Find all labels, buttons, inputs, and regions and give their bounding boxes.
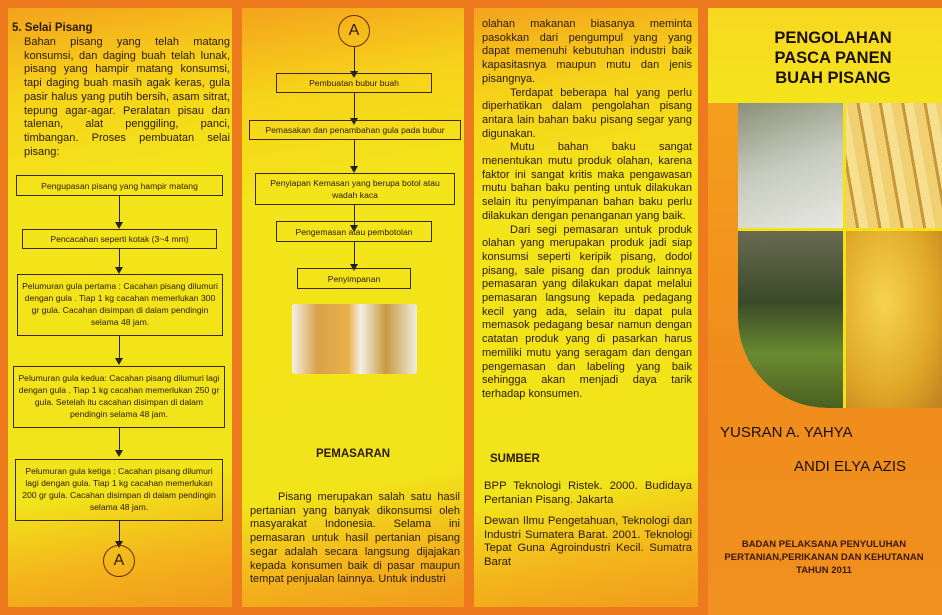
source-item: BPP Teknologi Ristek. 2000. Budidaya Pertanian Pisang. Jakarta <box>484 480 692 506</box>
title-line: BUAH PISANG <box>775 69 891 87</box>
paragraph: Dari segi pemasaran untuk produk olahan yang merupakan produk jadi siap konsumsi seperti keripik pisang, dodol pisang, sale pisang dan produk lainnya pemasaran yang dilakukan dapat melalui pemasaran langsung kepada pedagang kecil yang ada, selain itu dapat pula memasok pedagang besar namun dengan catatan produk yang di pasarkan harus memiliki mutu yang seragam dan dengan pengemasan dan labeling yang baik sehingga akan menjadi daya tarik terhadap konsumen. <box>482 223 692 400</box>
flow-step-4: Pelumuran gula kedua: Cacahan pisang dilumuri lagi dengan gula . Tiap 1 kg cacahan memerlukan 250 gr gula. Setelah itu cacahan disimpan di dalam pendingin selama 48 jam. <box>13 366 225 428</box>
cover-panel <box>708 8 942 615</box>
author-1: YUSRAN A. YAHYA <box>720 424 853 441</box>
selai-jar-photo <box>292 304 417 374</box>
source-item: Dewan Ilmu Pengetahuan, Teknologi dan Industri Sumatera Barat. 2001. Teknologi Tepat Guna Agroindustri Kecil. Sumatra Barat <box>484 515 692 569</box>
panel-selai-pisang <box>8 8 232 607</box>
flow-step-4: Pengemasan atau pembotolan <box>276 221 432 242</box>
flow-step-1: Pembuatan bubur buah <box>276 73 432 93</box>
marketing-text: Pisang merupakan salah satu hasil pertanian yang banyak dikonsumsi oleh masyarakat Indonesia. Selama ini pemasaran untuk hasil pertanian pisang segar adalah secara langsung dijajakan kepada konsumen baik di pasar maupun tempat penjualan lainnya. Untuk industri <box>250 491 460 586</box>
sources-title: SUMBER <box>490 453 540 465</box>
organization <box>708 538 940 577</box>
banana-photo-collage <box>738 103 942 408</box>
intro-text: Bahan pisang yang telah matang konsumsi, dan daging buah telah lunak, pisang yang hampir matang konsumsi, tapi daging buah masih agak keras, gula pasir halus yang putih bersih, asam sitrat, tepung agar-agar. Peralatan pisau dan talenan, alat penggiling, panci, timbangan. Proses pembuatan selai pisang: <box>24 36 230 158</box>
org-line: PERTANIAN,PERIKANAN DAN KEHUTANAN <box>724 552 924 563</box>
flow-step-5: Penyimpanan <box>297 268 411 289</box>
flow-step-1: Pengupasan pisang yang hampir matang <box>16 175 223 196</box>
panel-marketing-sources <box>474 8 698 607</box>
org-line: TAHUN 2011 <box>796 565 852 576</box>
marketing-title: PEMASARAN <box>315 448 391 460</box>
paragraph: Terdapat beberapa hal yang perlu diperhatikan dalam pengolahan pisang antara lain bahan baku pisang segar yang digunakan. <box>482 86 692 140</box>
paragraph: Mutu bahan baku sangat menentukan mutu produk olahan, karena faktor ini sangat kritis maka pengawasan mutu bahan baku penting untuk dilakukan selain itu penyimpanan bahan baku perlu dilakukan dengan penanganan yang baik. <box>482 141 692 222</box>
cover-title <box>738 28 928 88</box>
flow-step-2: Pemasakan dan penambahan gula pada bubur <box>249 120 461 140</box>
author-2: ANDI ELYA AZIS <box>794 458 906 475</box>
flow-step-3: Penyiapan Kemasan yang berupa botol atau wadah kaca <box>255 173 455 205</box>
flow-step-3: Pelumuran gula pertama : Cacahan pisang dilumuri dengan gula . Tiap 1 kg cacahan memerlukan 300 gr gula. Cacahan disimpan di dalam pendingin selama 48 jam. <box>17 274 223 336</box>
title-line: PENGOLAHAN <box>774 29 892 47</box>
paragraph: olahan makanan biasanya meminta pasokkan dari pengumpul yang yang dapat memenuhi kebutuhan industri baik kapasitasnya maupun mutu dan jenis pisangnya. <box>482 18 692 85</box>
panel-process-marketing <box>242 8 464 607</box>
connector-a: A <box>338 15 370 47</box>
flow-step-2: Pencacahan seperti kotak (3~4 mm) <box>22 229 217 249</box>
org-line: BADAN PELAKSANA PENYULUHAN <box>741 539 907 550</box>
title-line: PASCA PANEN <box>774 49 892 67</box>
connector-a: A <box>103 545 135 577</box>
flow-step-5: Pelumuran gula ketiga : Cacahan pisang dilumuri lagi dengan gula. Tiap 1 kg cacahan memerlukan 200 gr gula. Cacahan disimpan di dalam pendingin selama 48 jam. <box>15 459 223 521</box>
section-title: 5. Selai Pisang <box>12 22 93 34</box>
